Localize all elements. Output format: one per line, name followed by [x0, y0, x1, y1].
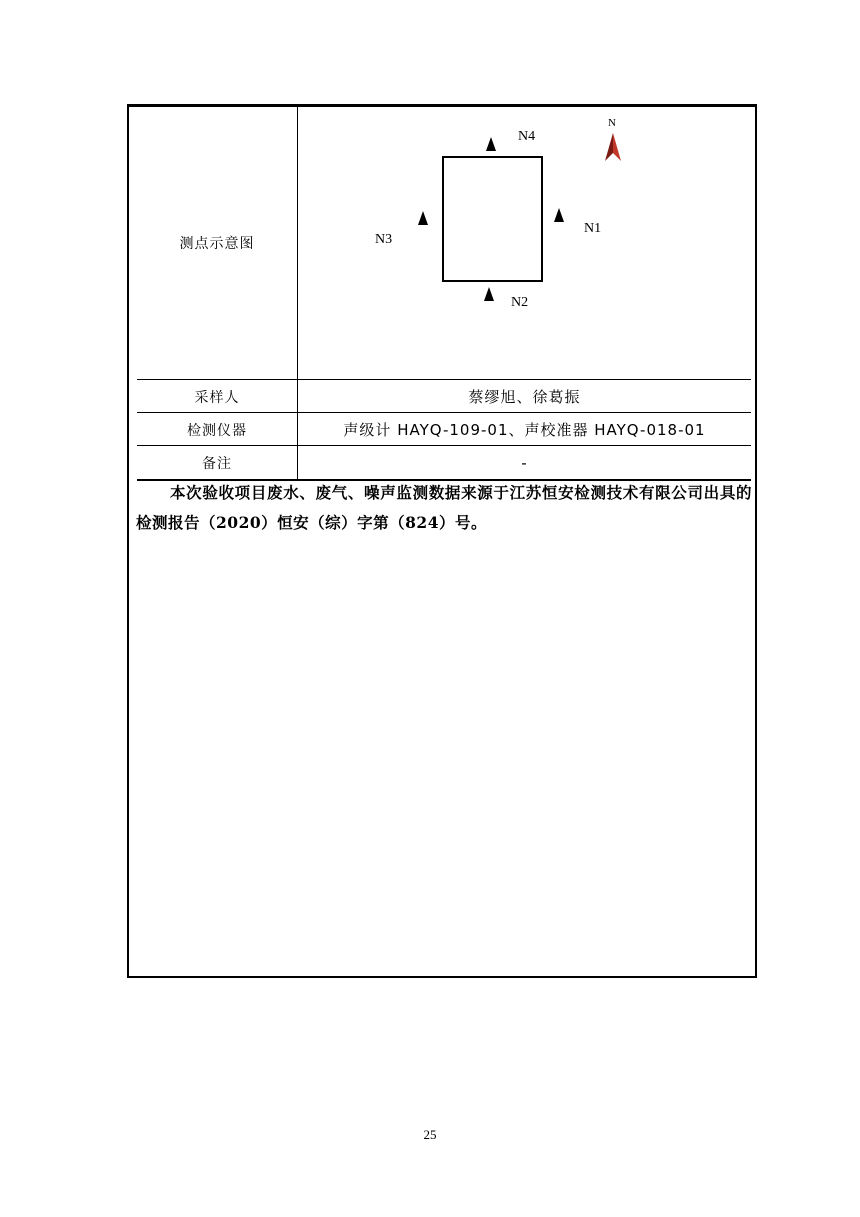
diagram-row: [137, 107, 751, 379]
sampler-label: 采样人: [137, 380, 298, 413]
north-label: N: [608, 117, 616, 129]
report-frame: [127, 104, 757, 978]
n4-marker-icon: [486, 137, 496, 151]
sampler-row: [137, 379, 751, 413]
n2-label: N2: [511, 295, 529, 310]
instrument-row: [137, 412, 751, 446]
n3-marker-icon: [418, 211, 428, 225]
page-number: 25: [423, 1127, 437, 1142]
instrument-value: 声级计 HAYQ-109-01、声校准器 HAYQ-018-01: [343, 421, 706, 439]
site-boundary: [443, 157, 542, 281]
n1-marker-icon: [554, 208, 564, 222]
sampler-value: 蔡缪旭、徐葛振: [468, 388, 581, 406]
instrument-label: 检测仪器: [137, 413, 298, 446]
monitoring-point-diagram: [298, 107, 751, 379]
n4-label: N4: [518, 129, 536, 144]
n2-marker-icon: [484, 287, 494, 301]
remark-value: -: [521, 453, 528, 472]
north-arrow-icon: [605, 133, 621, 161]
remark-label: 备注: [137, 446, 298, 479]
n3-label: N3: [375, 232, 393, 247]
diagram-label: 测点示意图: [137, 107, 298, 379]
n1-label: N1: [584, 221, 602, 236]
remark-row: [137, 445, 751, 481]
data-source-paragraph: 本次验收项目废水、废气、噪声监测数据来源于江苏恒安检测技术有限公司出具的检测报告（2020）恒安（综）字第（824）号。: [136, 483, 752, 532]
